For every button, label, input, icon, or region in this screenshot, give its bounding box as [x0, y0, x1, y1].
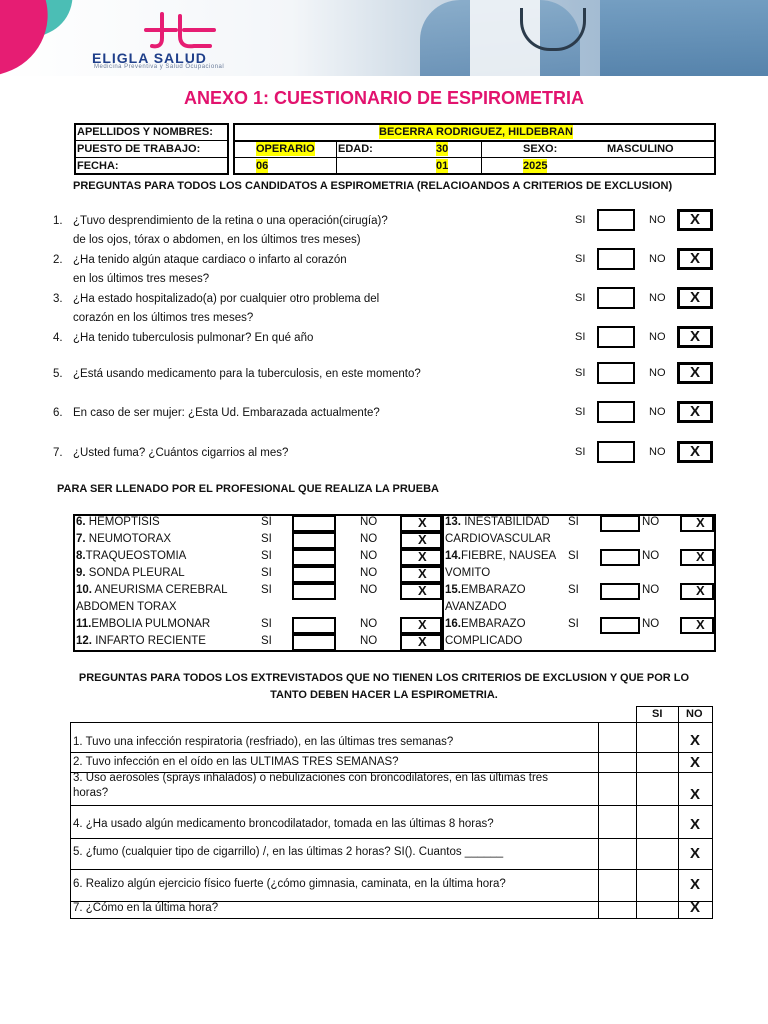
- si-box[interactable]: [292, 583, 336, 600]
- si-label: SI: [568, 584, 579, 596]
- date-year: 2025: [523, 160, 548, 172]
- question-number: 7.: [53, 447, 63, 459]
- si-label: SI: [261, 567, 272, 579]
- no-box[interactable]: [400, 532, 442, 549]
- section3-title-line2: TANTO DEBEN HACER LA ESPIROMETRIA.: [270, 689, 498, 701]
- si-label: SI: [568, 618, 579, 630]
- check-mark: X: [696, 617, 705, 632]
- condition-label: 7. NEUMOTORAX: [76, 533, 172, 545]
- si-cell[interactable]: [599, 753, 636, 772]
- condition-number: 9.: [76, 567, 86, 579]
- divider: [74, 140, 229, 141]
- age-value: 30: [436, 143, 449, 155]
- no-checkbox[interactable]: [677, 401, 713, 423]
- si-label: SI: [575, 406, 586, 418]
- question-number: 2.: [53, 254, 63, 266]
- no-label: NO: [642, 516, 660, 528]
- no-label: NO: [360, 635, 378, 647]
- question-number: 4.: [53, 332, 63, 344]
- condition-label: VOMITO: [445, 567, 491, 579]
- no-box[interactable]: [400, 617, 442, 634]
- condition-label: 15.EMBARAZO: [445, 584, 526, 596]
- age-label: EDAD:: [338, 143, 373, 155]
- check-mark: X: [418, 549, 427, 564]
- divider: [233, 157, 716, 158]
- check-mark: X: [418, 532, 427, 547]
- no-label: NO: [360, 550, 378, 562]
- si-label: SI: [261, 516, 272, 528]
- si-label: SI: [261, 550, 272, 562]
- condition-label: 14.FIEBRE, NAUSEA: [445, 550, 557, 562]
- question-text: ¿Ha estado hospitalizado(a) por cualquier otro problema del: [73, 293, 380, 305]
- no-label: NO: [360, 584, 378, 596]
- check-mark: X: [689, 443, 700, 460]
- check-mark: X: [418, 617, 427, 632]
- job-value: OPERARIO: [256, 143, 315, 155]
- si-box[interactable]: [292, 617, 336, 634]
- names-label: APELLIDOS Y NOMBRES:: [77, 126, 213, 138]
- question-text: 4. ¿Ha usado algún medicamento broncodilatador, tomada en las últimas 8 horas?: [73, 818, 494, 830]
- question-number: 5.: [53, 368, 63, 380]
- divider: [678, 706, 679, 722]
- condition-number: 13.: [445, 516, 461, 528]
- section2-title: PARA SER LLENADO POR EL PROFESIONAL QUE REALIZA LA PRUEBA: [57, 483, 439, 495]
- question-text-cont: en los últimos tres meses?: [73, 273, 210, 285]
- photo-figure: [600, 0, 768, 76]
- condition-number: 6.: [76, 516, 86, 528]
- no-box[interactable]: [680, 515, 714, 532]
- si-cell[interactable]: [599, 839, 636, 869]
- si-box[interactable]: [292, 515, 336, 532]
- si-checkbox[interactable]: [597, 401, 635, 423]
- no-label: NO: [649, 214, 666, 226]
- check-mark: X: [696, 583, 705, 598]
- page-title: ANEXO 1: CUESTIONARIO DE ESPIROMETRIA: [183, 88, 585, 108]
- no-box[interactable]: [400, 515, 442, 532]
- question-text: 7. ¿Cómo en la última hora?: [73, 902, 219, 914]
- question-number: 3.: [53, 293, 63, 305]
- no-box[interactable]: [400, 583, 442, 600]
- question-number: 6.: [53, 407, 63, 419]
- si-cell[interactable]: [599, 723, 636, 752]
- si-label: SI: [568, 550, 579, 562]
- sex-value: MASCULINO: [607, 143, 674, 155]
- check-mark: X: [689, 364, 700, 381]
- no-check-mark[interactable]: X: [690, 786, 701, 803]
- no-label: NO: [360, 516, 378, 528]
- no-checkbox[interactable]: [677, 248, 713, 270]
- condition-label: 9. SONDA PLEURAL: [76, 567, 185, 579]
- si-label: SI: [575, 214, 586, 226]
- si-checkbox[interactable]: [597, 248, 635, 270]
- condition-label: 16.EMBARAZO: [445, 618, 526, 630]
- condition-label: ABDOMEN TORAX: [76, 601, 177, 613]
- check-mark: X: [696, 515, 705, 530]
- header-banner: [0, 0, 768, 76]
- no-label: NO: [642, 618, 660, 630]
- no-label: NO: [649, 253, 666, 265]
- no-box[interactable]: [400, 566, 442, 583]
- divider: [74, 157, 229, 158]
- no-header: NO: [686, 708, 703, 720]
- si-label: SI: [568, 516, 579, 528]
- check-mark: X: [418, 515, 427, 530]
- si-cell[interactable]: [599, 870, 636, 901]
- divider: [481, 140, 482, 175]
- no-box[interactable]: [400, 549, 442, 566]
- question-text: ¿Ha tenido tuberculosis pulmonar? En qué año: [73, 332, 314, 344]
- si-checkbox[interactable]: [597, 209, 635, 231]
- si-label: SI: [261, 618, 272, 630]
- no-check-mark[interactable]: X: [690, 845, 701, 862]
- no-label: NO: [649, 406, 666, 418]
- question-text: 3. Uso aerosoles (sprays inhalados) o nebulizaciones con broncodilatores, en las últimas tres: [73, 772, 548, 784]
- question-text: ¿Ha tenido algún ataque cardiaco o infarto al corazón: [73, 254, 347, 266]
- si-header: SI: [652, 708, 663, 720]
- si-cell[interactable]: [599, 902, 636, 918]
- no-check-mark[interactable]: X: [690, 816, 701, 833]
- date-day: 06: [256, 160, 269, 172]
- si-label: SI: [575, 367, 586, 379]
- divider: [70, 918, 713, 919]
- question-text-cont: horas?: [73, 787, 109, 799]
- si-label: SI: [261, 584, 272, 596]
- si-checkbox[interactable]: [597, 441, 635, 463]
- no-box[interactable]: [680, 549, 714, 566]
- si-label: SI: [575, 253, 586, 265]
- check-mark: X: [418, 566, 427, 581]
- logo-mark-icon: [140, 8, 220, 52]
- check-mark: X: [696, 549, 705, 564]
- condition-label: COMPLICADO: [445, 635, 523, 647]
- check-mark: X: [418, 634, 427, 649]
- date-month: 01: [436, 160, 449, 172]
- condition-label: 10. ANEURISMA CEREBRAL: [76, 584, 228, 596]
- no-label: NO: [649, 367, 666, 379]
- si-label: SI: [261, 533, 272, 545]
- check-mark: X: [689, 211, 700, 228]
- no-check-mark[interactable]: X: [690, 732, 701, 749]
- divider: [336, 140, 337, 175]
- si-box[interactable]: [600, 549, 640, 566]
- condition-label: 8.TRAQUEOSTOMIA: [76, 550, 187, 562]
- si-box[interactable]: [600, 617, 640, 634]
- si-checkbox[interactable]: [597, 287, 635, 309]
- no-check-mark[interactable]: X: [690, 899, 701, 916]
- no-label: NO: [649, 446, 666, 458]
- question-number: 1.: [53, 215, 63, 227]
- condition-number: 16.: [445, 618, 461, 630]
- divider: [636, 706, 637, 722]
- check-mark: X: [689, 328, 700, 345]
- section1-title: PREGUNTAS PARA TODOS LOS CANDIDATOS A ESPIROMETRIA (RELACIOANDOS A CRITERIOS DE EXCLUSION): [73, 180, 673, 192]
- condition-number: 12.: [76, 635, 92, 647]
- question-text: ¿Usted fuma? ¿Cuántos cigarrios al mes?: [73, 447, 289, 459]
- question-text: En caso de ser mujer: ¿Esta Ud. Embarazada actualmente?: [73, 407, 380, 419]
- no-checkbox[interactable]: [677, 326, 713, 348]
- no-label: NO: [360, 567, 378, 579]
- no-label: NO: [642, 584, 660, 596]
- si-label: SI: [575, 446, 586, 458]
- brand-name: ELIGLA SALUD: [92, 50, 207, 66]
- no-label: NO: [649, 292, 666, 304]
- si-box[interactable]: [292, 634, 336, 651]
- condition-label: CARDIOVASCULAR: [445, 533, 551, 545]
- si-label: SI: [575, 331, 586, 343]
- condition-number: 11.: [76, 618, 92, 630]
- no-checkbox[interactable]: [677, 362, 713, 384]
- check-mark: X: [689, 250, 700, 267]
- no-checkbox[interactable]: [677, 209, 713, 231]
- condition-label: AVANZADO: [445, 601, 507, 613]
- si-cell[interactable]: [599, 773, 636, 805]
- divider: [442, 514, 444, 652]
- si-box[interactable]: [600, 583, 640, 600]
- question-text: 1. Tuvo una infección respiratoria (resfriado), en las últimas tres semanas?: [73, 736, 454, 748]
- si-box[interactable]: [600, 515, 640, 532]
- no-check-mark[interactable]: X: [690, 754, 701, 771]
- condition-number: 7.: [76, 533, 86, 545]
- question-text-cont: corazón en los últimos tres meses?: [73, 312, 254, 324]
- brand-tagline: Medicina Preventiva y Salud Ocupacional: [94, 64, 225, 70]
- date-label: FECHA:: [77, 160, 119, 172]
- question-text-cont: de los ojos, tórax o abdomen, en los últimos tres meses): [73, 234, 361, 246]
- no-label: NO: [360, 618, 378, 630]
- no-box[interactable]: [680, 583, 714, 600]
- si-box[interactable]: [292, 549, 336, 566]
- question-text: 2. Tuvo infección en el oído en las ULTIMAS TRES SEMANAS?: [73, 756, 399, 768]
- condition-number: 15.: [445, 584, 461, 596]
- si-checkbox[interactable]: [597, 326, 635, 348]
- section3-title-line1: PREGUNTAS PARA TODOS LOS EXTREVISTADOS QUE NO TIENEN LOS CRITERIOS DE EXCLUSION Y QUE POR LO: [78, 672, 690, 684]
- question-text: ¿Tuvo desprendimiento de la retina o una operación(cirugía)?: [73, 215, 388, 227]
- names-value: BECERRA RODRIGUEZ, HILDEBRAN: [379, 126, 573, 138]
- condition-number: 8.: [76, 550, 86, 562]
- condition-label: 13. INESTABILIDAD: [445, 516, 550, 528]
- no-checkbox[interactable]: [677, 441, 713, 463]
- si-box[interactable]: [292, 566, 336, 583]
- condition-label: 11.EMBOLIA PULMONAR: [76, 618, 211, 630]
- question-text: 6. Realizo algún ejercicio físico fuerte (¿cómo gimnasia, caminata, en la última hora?: [73, 878, 506, 890]
- divider: [712, 706, 713, 722]
- condition-label: 12. INFARTO RECIENTE: [76, 635, 206, 647]
- job-label: PUESTO DE TRABAJO:: [77, 143, 201, 155]
- no-label: NO: [642, 550, 660, 562]
- no-box[interactable]: [400, 634, 442, 651]
- no-check-mark[interactable]: X: [690, 876, 701, 893]
- check-mark: X: [418, 583, 427, 598]
- si-checkbox[interactable]: [597, 362, 635, 384]
- si-label: SI: [261, 635, 272, 647]
- divider: [636, 706, 712, 707]
- check-mark: X: [689, 403, 700, 420]
- sex-label: SEXO:: [523, 143, 558, 155]
- condition-number: 14.: [445, 550, 461, 562]
- condition-label: 6. HEMOPTISIS: [76, 516, 160, 528]
- no-box[interactable]: [680, 617, 714, 634]
- si-label: SI: [575, 292, 586, 304]
- si-box[interactable]: [292, 532, 336, 549]
- question-text: 5. ¿fumo (cualquier tipo de cigarrillo) /, en las últimas 2 horas? SI(). Cuantos ______: [73, 846, 504, 858]
- condition-number: 10.: [76, 584, 92, 596]
- no-checkbox[interactable]: [677, 287, 713, 309]
- question-text: ¿Está usando medicamento para la tuberculosis, en este momento?: [73, 368, 421, 380]
- si-cell[interactable]: [599, 806, 636, 838]
- no-label: NO: [360, 533, 378, 545]
- no-label: NO: [649, 331, 666, 343]
- check-mark: X: [689, 289, 700, 306]
